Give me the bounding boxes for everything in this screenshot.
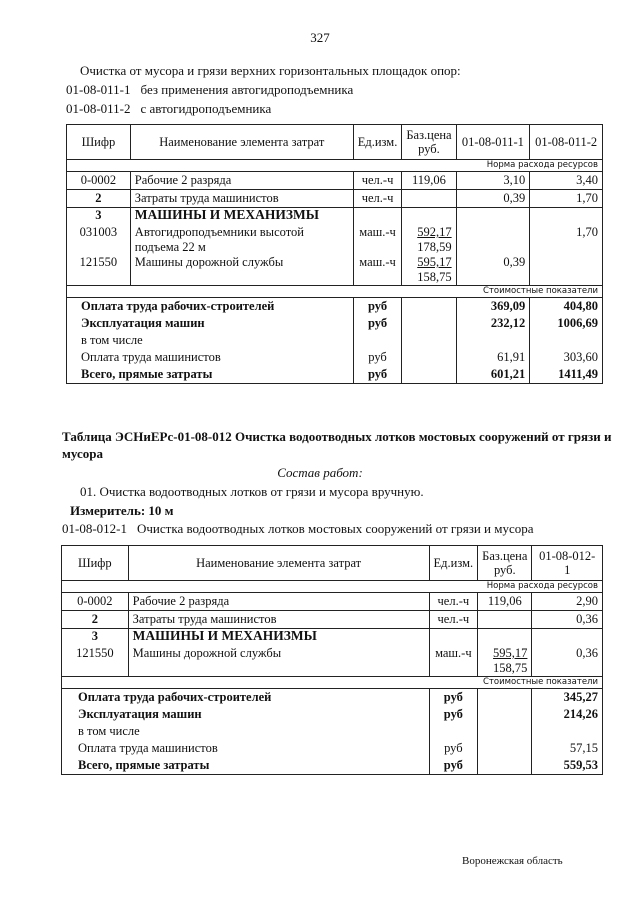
cost-row xyxy=(67,349,603,366)
cost-name: Оплата труда рабочих-строителей xyxy=(62,689,430,707)
cost-row xyxy=(67,315,603,332)
band-norms-row xyxy=(67,160,603,172)
cell-code: 2 xyxy=(62,611,129,629)
cell-v2: 1,70 xyxy=(530,190,603,208)
cell-code: 0-0002 xyxy=(62,593,129,611)
cost-v2: 1411,49 xyxy=(530,366,603,384)
cell-unit: маш.-ч xyxy=(353,255,402,286)
cost-v1: 559,53 xyxy=(532,757,603,775)
cost-v1 xyxy=(456,332,530,349)
header-col1: 01-08-011-1 xyxy=(456,125,530,160)
band-costs-row xyxy=(62,677,603,689)
cell-unit: чел.-ч xyxy=(429,593,478,611)
cell-name: Машины дорожной службы xyxy=(128,646,429,677)
cell-name: Автогидроподъемники высотой подъема 22 м xyxy=(130,225,353,255)
page-number: 327 xyxy=(310,30,330,45)
cell-v1: 0,36 xyxy=(532,611,603,629)
cost-name: в том числе xyxy=(67,332,354,349)
cell-unit: чел.-ч xyxy=(353,190,402,208)
cost-row xyxy=(62,740,603,757)
header-price: Баз.цена руб. xyxy=(402,125,456,160)
cell-v1: 0,36 xyxy=(532,646,603,677)
cell-name: Затраты труда машинистов xyxy=(130,190,353,208)
band-norms: Норма расхода ресурсов xyxy=(62,581,603,593)
cell-name: Рабочие 2 разряда xyxy=(130,172,353,190)
cell-unit: чел.-ч xyxy=(429,611,478,629)
header-col1: 01-08-012-1 xyxy=(532,546,603,581)
cell-code: 031003 xyxy=(67,225,131,255)
table-header-row xyxy=(67,125,603,160)
cost-unit: руб xyxy=(429,689,478,707)
band-costs: Стоимостные показатели xyxy=(62,677,603,689)
cell-price: 119,06 xyxy=(478,593,532,611)
variant-line xyxy=(62,521,534,537)
work-heading: Состав работ: xyxy=(277,465,363,480)
group-code: 3 xyxy=(62,629,129,647)
cell-price: 119,06 xyxy=(402,172,456,190)
header-code: Шифр xyxy=(62,546,129,581)
cell-name: Машины дорожной службы xyxy=(130,255,353,286)
cost-unit: руб xyxy=(353,298,402,316)
cost-unit: руб xyxy=(353,366,402,384)
cell-price xyxy=(478,611,532,629)
cell-code: 121550 xyxy=(67,255,131,286)
variant-code: 01-08-012-1 xyxy=(62,521,127,536)
machines-group-row xyxy=(62,629,603,647)
cost-v1: 369,09 xyxy=(456,298,530,316)
cell-code: 0-0002 xyxy=(67,172,131,190)
cell-v1: 3,10 xyxy=(456,172,530,190)
cost-row xyxy=(67,366,603,384)
cost-unit: руб xyxy=(353,349,402,366)
variant-code: 01-08-011-1 xyxy=(66,82,131,97)
cell-price: 592,17 178,59 xyxy=(402,225,456,255)
cost-name: Эксплуатация машин xyxy=(67,315,354,332)
cell-code: 2 xyxy=(67,190,131,208)
cell-code: 121550 xyxy=(62,646,129,677)
cost-v1: 57,15 xyxy=(532,740,603,757)
estimate-table-1 xyxy=(66,124,603,384)
table-row xyxy=(67,255,603,286)
cell-unit: чел.-ч xyxy=(353,172,402,190)
band-norms-row xyxy=(62,581,603,593)
cost-name: Всего, прямые затраты xyxy=(62,757,430,775)
cost-name: Оплата труда машинистов xyxy=(62,740,430,757)
header-unit: Ед.изм. xyxy=(429,546,478,581)
cost-unit: руб xyxy=(353,315,402,332)
header-unit: Ед.изм. xyxy=(353,125,402,160)
cell-unit: маш.-ч xyxy=(353,225,402,255)
cost-name: Всего, прямые затраты xyxy=(67,366,354,384)
cost-v1: 232,12 xyxy=(456,315,530,332)
cell-v1: 2,90 xyxy=(532,593,603,611)
group-name: МАШИНЫ И МЕХАНИЗМЫ xyxy=(130,208,353,226)
band-costs-row xyxy=(67,286,603,298)
header-price: Баз.цена руб. xyxy=(478,546,532,581)
cost-row xyxy=(62,706,603,723)
cell-price: 595,17 158,75 xyxy=(402,255,456,286)
group-code: 3 xyxy=(67,208,131,226)
band-norms: Норма расхода ресурсов xyxy=(67,160,603,172)
cost-v2 xyxy=(530,332,603,349)
group-name: МАШИНЫ И МЕХАНИЗМЫ xyxy=(128,629,429,647)
footer-region: Воронежская область xyxy=(462,855,563,867)
cost-name: Эксплуатация машин xyxy=(62,706,430,723)
section2-title: Таблица ЭСНиЕРс-01-08-012 Очистка водоотводных лотков мостовых сооружений от грязи и мусора xyxy=(62,429,612,461)
table-row xyxy=(62,593,603,611)
cost-v1 xyxy=(532,723,603,740)
cost-row xyxy=(62,757,603,775)
cost-row xyxy=(62,723,603,740)
band-costs: Стоимостные показатели xyxy=(67,286,603,298)
estimate-table-2 xyxy=(61,545,603,775)
table-row xyxy=(67,190,603,208)
cost-unit: руб xyxy=(429,757,478,775)
cost-unit xyxy=(429,723,478,740)
cell-price xyxy=(402,190,456,208)
machines-group-row xyxy=(67,208,603,226)
cell-unit: маш.-ч xyxy=(429,646,478,677)
cost-name: Оплата труда машинистов xyxy=(67,349,354,366)
cost-unit: руб xyxy=(429,740,478,757)
header-code: Шифр xyxy=(67,125,131,160)
variant-label: с автогидроподъемника xyxy=(140,101,272,116)
cost-v2: 404,80 xyxy=(530,298,603,316)
cell-v1 xyxy=(456,225,530,255)
table-row xyxy=(62,646,603,677)
cell-v2: 1,70 xyxy=(530,225,603,255)
cost-v1: 61,91 xyxy=(456,349,530,366)
cell-name: Затраты труда машинистов xyxy=(128,611,429,629)
cost-unit xyxy=(353,332,402,349)
table-row xyxy=(67,225,603,255)
cost-v2: 1006,69 xyxy=(530,315,603,332)
cost-name: в том числе xyxy=(62,723,430,740)
measure: Измеритель: 10 м xyxy=(70,503,174,518)
cost-v1: 345,27 xyxy=(532,689,603,707)
cost-v2: 303,60 xyxy=(530,349,603,366)
cost-unit: руб xyxy=(429,706,478,723)
cell-v2: 3,40 xyxy=(530,172,603,190)
cost-name: Оплата труда рабочих-строителей xyxy=(67,298,354,316)
table-header-row xyxy=(62,546,603,581)
table-row xyxy=(67,172,603,190)
variant-code: 01-08-011-2 xyxy=(66,101,131,116)
section1-intro: Очистка от мусора и грязи верхних горизонтальных площадок опор: xyxy=(80,63,461,78)
variant-line-2 xyxy=(66,101,271,117)
cost-v1: 214,26 xyxy=(532,706,603,723)
variant-label: без применения автогидроподъемника xyxy=(140,82,354,97)
cell-price: 595,17 158,75 xyxy=(478,646,532,677)
header-col2: 01-08-011-2 xyxy=(530,125,603,160)
cost-row xyxy=(67,298,603,316)
cell-name: Рабочие 2 разряда xyxy=(128,593,429,611)
table-row xyxy=(62,611,603,629)
cell-v1: 0,39 xyxy=(456,255,530,286)
cell-v1: 0,39 xyxy=(456,190,530,208)
cost-v1: 601,21 xyxy=(456,366,530,384)
header-name: Наименование элемента затрат xyxy=(130,125,353,160)
variant-line-1 xyxy=(66,82,353,98)
variant-label: Очистка водоотводных лотков мостовых сооружений от грязи и мусора xyxy=(137,521,534,536)
header-name: Наименование элемента затрат xyxy=(128,546,429,581)
cell-v2 xyxy=(530,255,603,286)
work-item: 01. Очистка водоотводных лотков от грязи и мусора вручную. xyxy=(80,484,424,499)
cost-row xyxy=(67,332,603,349)
cost-row xyxy=(62,689,603,707)
